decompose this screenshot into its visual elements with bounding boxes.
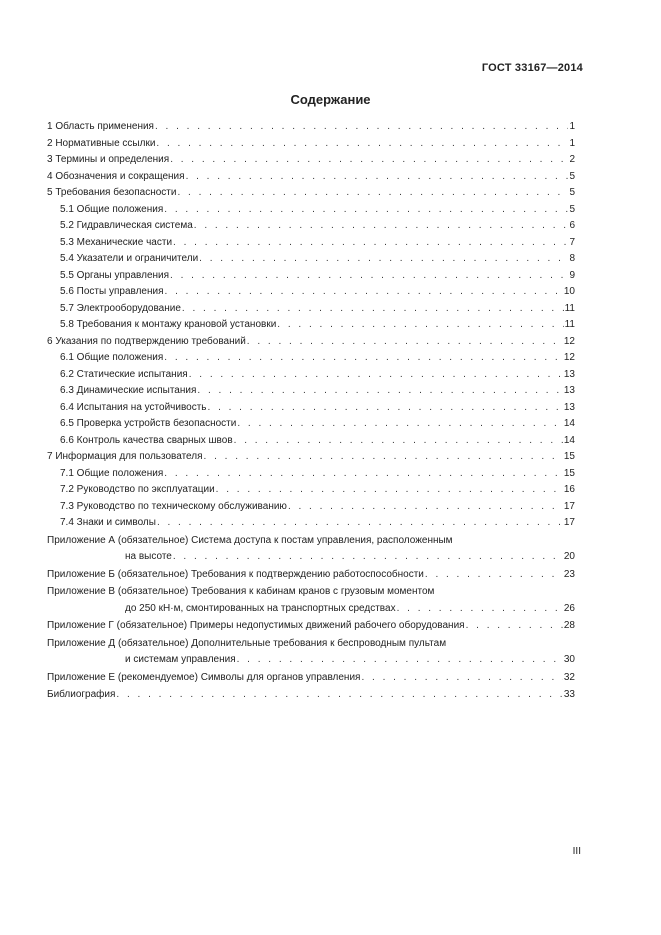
dot-leader xyxy=(397,601,563,618)
toc-entry[interactable] xyxy=(47,152,575,169)
dot-leader xyxy=(204,449,563,466)
toc-entry[interactable] xyxy=(47,383,575,400)
dot-leader xyxy=(208,400,563,417)
dot-leader xyxy=(186,169,569,186)
toc-entry-page: 6 xyxy=(569,220,575,231)
appendix-title-cont: до 250 кН·м, смонтированных на транспортных средствах xyxy=(125,602,396,614)
dot-leader xyxy=(288,499,563,516)
toc-appendix-entry[interactable] xyxy=(47,670,575,687)
toc-entry[interactable] xyxy=(47,169,575,186)
toc-entry-label: 5.7 Электрооборудование xyxy=(60,302,181,314)
toc-entry-page: 7 xyxy=(569,236,575,248)
toc-entry-label: 2 Нормативные ссылки xyxy=(47,137,156,149)
dot-leader xyxy=(237,416,563,433)
toc-entry-page: 5 xyxy=(569,170,575,182)
dot-leader xyxy=(182,301,564,318)
toc-appendices xyxy=(47,533,575,704)
toc-entry[interactable] xyxy=(47,251,575,268)
toc-entry-label: 4 Обозначения и сокращения xyxy=(47,170,185,182)
dot-leader xyxy=(194,218,569,235)
dot-leader xyxy=(425,567,563,584)
toc-entry-page: 23 xyxy=(563,568,575,580)
toc-entry-page: 11 xyxy=(564,319,575,330)
toc-entry-page: 5 xyxy=(569,187,575,198)
page-number: III xyxy=(572,846,581,857)
toc-entry-page: 26 xyxy=(563,602,575,614)
toc-entry-label: 7.2 Руководство по эксплуатации xyxy=(60,484,215,495)
toc-entry[interactable] xyxy=(47,482,575,499)
dot-leader xyxy=(170,268,568,285)
appendix-title-cont: и системам управления xyxy=(125,654,236,665)
dot-leader xyxy=(173,235,568,252)
page-title: Содержание xyxy=(290,92,371,107)
appendix-title: Приложение Д (обязательное) Дополнительные требования к беспроводным пультам xyxy=(47,637,447,649)
toc-entry-label: 5.3 Механические части xyxy=(60,236,173,248)
toc-appendix-entry[interactable] xyxy=(47,636,575,669)
dot-leader xyxy=(361,670,562,687)
toc-entry[interactable] xyxy=(47,433,575,450)
dot-leader xyxy=(199,251,568,268)
toc-entry-page: 13 xyxy=(563,368,575,380)
toc-entry-page: 12 xyxy=(563,335,575,347)
toc-entry-label: 5.1 Общие положения xyxy=(60,203,164,215)
toc-entry[interactable] xyxy=(47,317,575,334)
toc-entry[interactable] xyxy=(47,235,575,252)
toc-entry-page: 12 xyxy=(563,352,575,363)
toc-entry-page: 28 xyxy=(563,620,575,631)
toc-appendix-entry[interactable] xyxy=(47,687,575,704)
toc-entry[interactable] xyxy=(47,400,575,417)
toc-entry-page: 32 xyxy=(563,671,575,683)
toc-entry-label: 6.2 Статические испытания xyxy=(60,368,188,380)
toc-entry-label: 7 Информация для пользователя xyxy=(47,451,203,462)
dot-leader xyxy=(164,350,563,367)
toc-entry[interactable] xyxy=(47,350,575,367)
toc-entry[interactable] xyxy=(47,301,575,318)
toc-entry-page: 9 xyxy=(569,269,575,281)
dot-leader xyxy=(216,482,563,499)
dot-leader xyxy=(247,334,563,351)
toc-entry-page: 5 xyxy=(569,203,575,215)
toc-entry[interactable] xyxy=(47,416,575,433)
toc-entry-page: 14 xyxy=(563,418,575,429)
dot-leader xyxy=(165,284,563,301)
appendix-title: Приложение В (обязательное) Требования к кабинам кранов с грузовым моментом xyxy=(47,586,435,597)
toc-entry-page: 33 xyxy=(563,689,575,700)
dot-leader xyxy=(170,152,568,169)
toc-entry-label: 6.4 Испытания на устойчивость xyxy=(60,401,207,413)
toc-entry-label: 5.4 Указатели и ограничители xyxy=(60,253,199,264)
toc-entry-page: 10 xyxy=(563,286,575,297)
dot-leader xyxy=(156,136,568,153)
dot-leader xyxy=(234,433,563,450)
toc-entry-label: 6.3 Динамические испытания xyxy=(60,385,197,396)
toc-entry-page: 15 xyxy=(563,451,575,462)
toc-entry-label: 6 Указания по подтверждению требований xyxy=(47,335,246,347)
toc-appendix-entry[interactable] xyxy=(47,567,575,584)
dot-leader xyxy=(173,549,563,566)
toc-appendix-entry[interactable] xyxy=(47,584,575,617)
toc-entry-page: 13 xyxy=(563,401,575,413)
toc-entry-label: 6.5 Проверка устройств безопасности xyxy=(60,418,237,429)
toc-entry[interactable] xyxy=(47,449,575,466)
toc-entry-label: 5.8 Требования к монтажу крановой установки xyxy=(60,319,277,330)
appendix-title: Приложение Б (обязательное) Требования к подтверждению работоспособности xyxy=(47,568,424,580)
toc-entry-page: 11 xyxy=(564,302,575,314)
toc-entry-page: 2 xyxy=(569,154,575,165)
toc-entry-label: 1 Область применения xyxy=(47,121,154,132)
toc-entry-page: 17 xyxy=(563,500,575,512)
toc-entry-label: 5 Требования безопасности xyxy=(47,187,177,198)
toc-entry[interactable] xyxy=(47,202,575,219)
toc-entry-label: 7.4 Знаки и символы xyxy=(60,517,156,528)
toc-entry-page: 16 xyxy=(563,484,575,495)
toc-sections xyxy=(47,119,575,532)
dot-leader xyxy=(116,687,562,704)
dot-leader xyxy=(164,202,568,219)
appendix-title: Приложение А (обязательное) Система доступа к постам управления, расположенным xyxy=(47,534,453,546)
toc-entry[interactable] xyxy=(47,218,575,235)
toc-entry-page: 13 xyxy=(563,385,575,396)
toc-entry-label: 5.2 Гидравлическая система xyxy=(60,220,193,231)
dot-leader xyxy=(177,185,568,202)
toc-entry[interactable] xyxy=(47,185,575,202)
toc-entry-label: 5.6 Посты управления xyxy=(60,286,164,297)
toc-entry[interactable] xyxy=(47,515,575,532)
toc-entry[interactable] xyxy=(47,466,575,483)
toc-entry[interactable] xyxy=(47,268,575,285)
dot-leader xyxy=(155,119,568,136)
appendix-title: Приложение Г (обязательное) Примеры недопустимых движений рабочего оборудования xyxy=(47,620,465,631)
toc-entry-page: 14 xyxy=(563,434,575,446)
toc-entry-label: 5.5 Органы управления xyxy=(60,269,170,281)
toc-entry[interactable] xyxy=(47,284,575,301)
appendix-title: Приложение Е (рекомендуемое) Символы для органов управления xyxy=(47,671,361,683)
toc-entry-page: 15 xyxy=(563,467,575,479)
toc-entry[interactable] xyxy=(47,367,575,384)
dot-leader xyxy=(197,383,562,400)
dot-leader xyxy=(157,515,563,532)
toc-entry-page: 8 xyxy=(569,253,575,264)
toc-entry-page: 1 xyxy=(569,121,575,132)
appendix-title: Библиография xyxy=(47,689,116,700)
toc-entry-page: 20 xyxy=(563,551,575,562)
table-of-contents xyxy=(47,119,575,705)
toc-entry-label: 6.1 Общие положения xyxy=(60,352,164,363)
toc-entry-page: 17 xyxy=(563,517,575,528)
dot-leader xyxy=(466,618,563,635)
dot-leader xyxy=(164,466,563,483)
toc-entry-label: 7.1 Общие положения xyxy=(60,467,164,479)
toc-entry-page: 30 xyxy=(563,654,575,665)
toc-entry-page: 1 xyxy=(569,137,575,149)
dot-leader xyxy=(277,317,563,334)
toc-entry[interactable] xyxy=(47,334,575,351)
appendix-title-cont: на высоте xyxy=(125,551,172,562)
toc-appendix-entry[interactable] xyxy=(47,618,575,635)
dot-leader xyxy=(237,652,563,669)
dot-leader xyxy=(189,367,563,384)
toc-entry[interactable] xyxy=(47,119,575,136)
toc-entry-label: 6.6 Контроль качества сварных швов xyxy=(60,434,233,446)
toc-entry[interactable] xyxy=(47,499,575,516)
toc-entry-label: 3 Термины и определения xyxy=(47,154,170,165)
standard-designation: ГОСТ 33167—2014 xyxy=(481,62,583,74)
toc-appendix-entry[interactable] xyxy=(47,533,575,566)
toc-entry[interactable] xyxy=(47,136,575,153)
toc-entry-label: 7.3 Руководство по техническому обслуживанию xyxy=(60,500,287,512)
